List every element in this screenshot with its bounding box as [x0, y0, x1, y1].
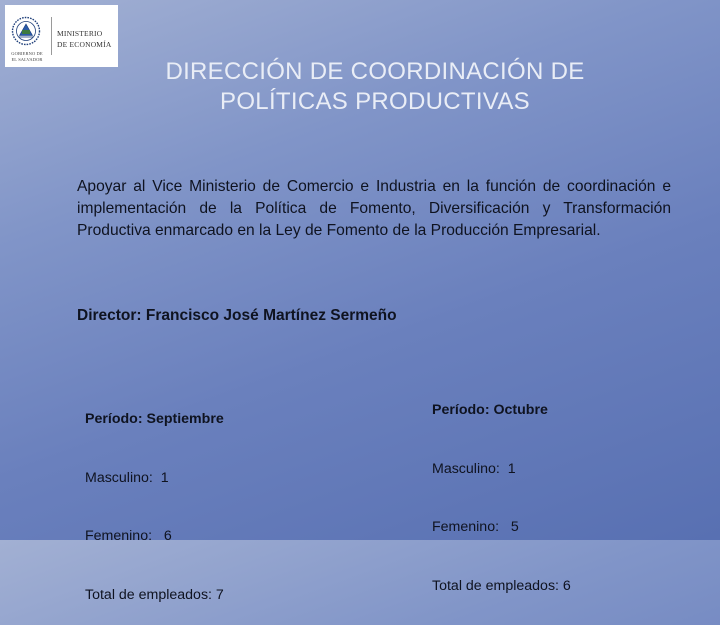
director-name: Director: Francisco José Martínez Sermeño [77, 307, 397, 324]
total-employees: Total de empleados: 6 [432, 577, 571, 594]
female-count: Femenino: 5 [432, 519, 519, 535]
male-count: Masculino: 1 [432, 460, 516, 477]
logo-divider [51, 17, 52, 55]
slide-title-line1: DIRECCIÓN DE COORDINACIÓN DE [165, 58, 585, 85]
ministry-name-line2: DE ECONOMÍA [57, 40, 112, 49]
male-count: Masculino: 1 [85, 469, 169, 486]
government-name-line2: EL SALVADOR [11, 57, 43, 62]
ministry-name-line1: MINISTERIO [57, 29, 103, 38]
government-name-line1: GOBIERNO DE [11, 51, 43, 56]
period-block-september [85, 371, 224, 625]
total-employees: Total de empleados: 7 [85, 586, 224, 603]
period-label: Período: Octubre [432, 402, 548, 418]
female-count: Femenino: 6 [85, 528, 172, 544]
slide-title-line2: POLÍTICAS PRODUCTIVAS [220, 88, 530, 115]
period-block-october [432, 362, 571, 616]
coat-of-arms-icon [11, 16, 41, 46]
period-label: Período: Septiembre [85, 411, 224, 427]
slide-title [100, 57, 650, 117]
description-paragraph: Apoyar al Vice Ministerio de Comercio e Industria en la función de coordinación e implementación de la Política de Fomento, Diversificación y Transformación Productiva enmarcado en la Ley de Fomento de la Producción Empresarial. [77, 178, 671, 239]
